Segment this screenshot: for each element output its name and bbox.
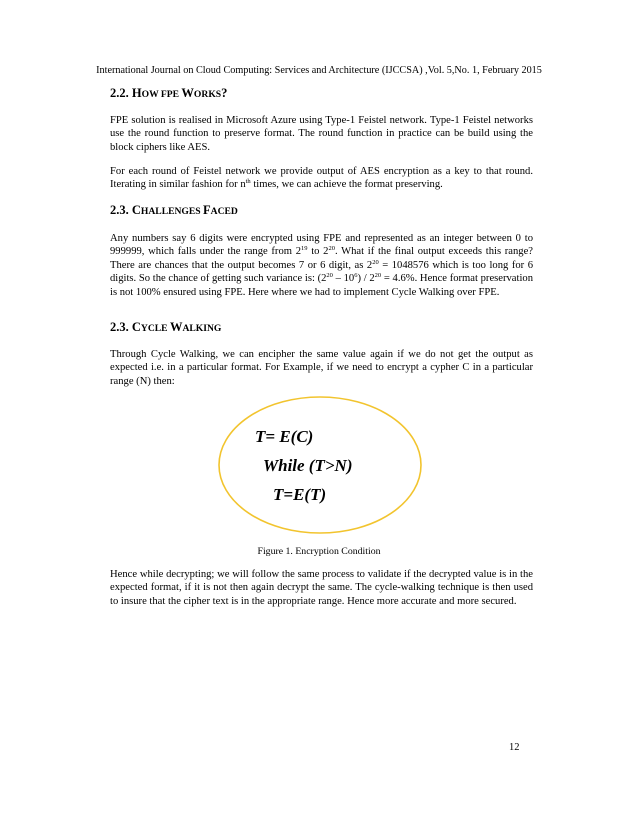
paragraph-text: For each round of Feistel network we provide output of AES encryption as a key to that round. Iterating in similar fashion for $n^{th}$ times, we can achieve the format preserving.: [110, 166, 533, 191]
paragraph-text: Through Cycle Walking, we can encipher the same value again if we do not get the output as expected i.e. in a particular format. For Example, if we need to encrypt a cypher C in a particular range (N) then:: [110, 349, 533, 387]
paragraph-text: FPE solution is realised in Microsoft Azure using Type-1 Feistel network. Type-1 Feistel networks use the round function to preserve format. The round function in practice can be build using the block ciphers like AES.: [110, 115, 533, 153]
section-number: 2.3.: [110, 320, 129, 334]
running-header: International Journal on Cloud Computing: Services and Architecture (IJCCSA) ,Vol. 5,No. 1, February 2015: [96, 65, 542, 76]
section-title: CYCLE WALKING: [131, 320, 222, 334]
formula-line-1: T= E(C): [255, 427, 314, 446]
page-number: 12: [509, 742, 520, 753]
section-title: HOW FPE WORKS?: [131, 86, 228, 100]
section-number: 2.3.: [110, 203, 129, 217]
paragraph-decrypting: [110, 568, 533, 608]
figure-caption: Figure 1. Encryption Condition: [257, 546, 381, 557]
section-number: 2.2.: [110, 86, 129, 100]
section-title: CHALLENGES FACED: [131, 203, 238, 217]
paragraph-text: Hence while decrypting; we will follow the same process to validate if the decrypted value is in the expected format, if it is not then again decrypt the same. The cycle-walking technique is then used to insure that the cipher text is in the appropriate range. Hence more accurate and more secured.: [110, 569, 533, 607]
paragraph-text: Any numbers say 6 digits were encrypted using FPE and represented as an integer between 0 to 999999, which falls under the range from $2^{19}$ to $2^{20}$. What if the final output exceeds this range? There are chances that the output becomes 7 or 6 digit, as $2^{20} = 1048576$ which is too long for 6 digits. So the chance of getting such variance is: $(2^{20} - 10^6) / 2^{20} = 4.6\%$. Hence format preservation is not 100% ensured using FPE. Here where we had to implement Cycle Walking over FPE.: [110, 233, 534, 298]
formula-line-3: T=E(T): [273, 485, 327, 504]
formula-line-2: While (T>N): [263, 456, 353, 475]
